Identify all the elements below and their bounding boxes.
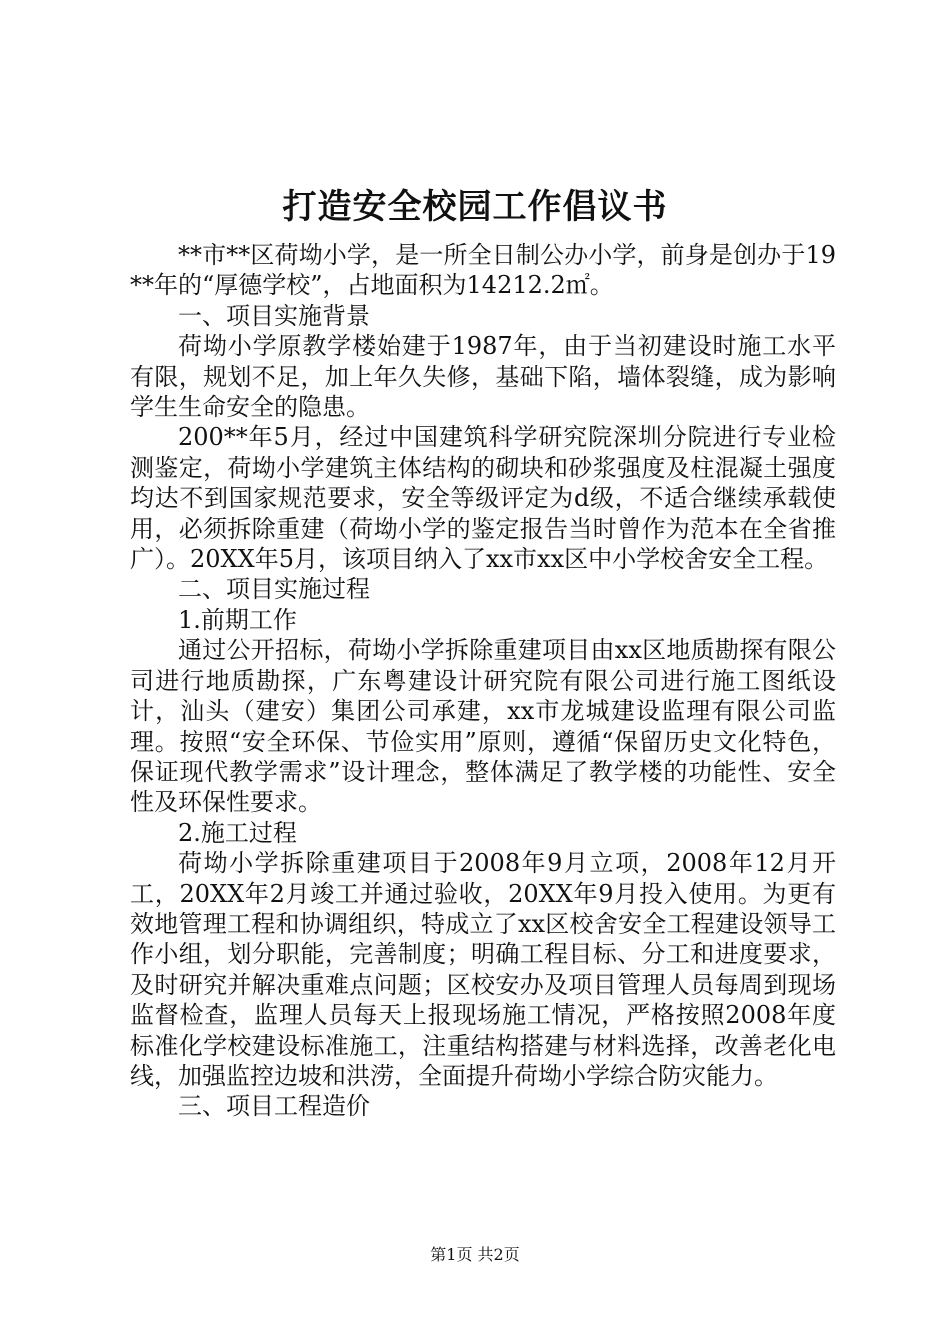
document-title: 打造安全校园工作倡议书 (282, 187, 668, 227)
preliminary-work-paragraph: 通过公开招标，荷坳小学拆除重建项目由xx区地质勘探有限公司进行地质勘探，广东粤建设计研究院有限公司进行施工图纸设计，汕头（建安）集团公司承建，xx市龙城建设监理有限公司监理。按照“安全环保、节俭实用”原则，遵循“保留历史文化特色，保证现代教学需求”设计理念，整体满足了教学楼的功能性、安全性及环保性要求。 (130, 636, 836, 817)
subheading-preliminary-work: 1.前期工作 (178, 605, 297, 634)
section-heading-background: 一、项目实施背景 (178, 301, 370, 330)
subheading-construction-process: 2.施工过程 (178, 818, 297, 847)
page-footer: 第1页 共2页 (430, 1245, 520, 1264)
section-heading-process: 二、项目实施过程 (178, 575, 370, 604)
document-body (130, 240, 836, 1122)
intro-paragraph: **市**区荷坳小学，是一所全日制公办小学，前身是创办于19**年的“厚德学校”，占地面积为14212.2㎡。 (130, 241, 836, 300)
section-heading-cost: 三、项目工程造价 (178, 1092, 370, 1121)
background-paragraph-1: 荷坳小学原教学楼始建于1987年，由于当初建设时施工水平有限，规划不足，加上年久失修，基础下陷，墙体裂缝，成为影响学生生命安全的隐患。 (130, 332, 836, 422)
background-paragraph-2: 200**年5月，经过中国建筑科学研究院深圳分院进行专业检测鉴定，荷坳小学建筑主体结构的砌块和砂浆强度及柱混凝土强度均达不到国家规范要求，安全等级评定为d级，不适合继续承载使用，必须拆除重建（荷坳小学的鉴定报告当时曾作为范本在全省推广）。20XX年5月，该项目纳入了xx市xx区中小学校舍安全工程。 (130, 423, 836, 574)
construction-process-paragraph: 荷坳小学拆除重建项目于2008年9月立项，2008年12月开工，20XX年2月竣工并通过验收，20XX年9月投入使用。为更有效地管理工程和协调组织，特成立了xx区校舍安全工程建设领导工作小组，划分职能，完善制度；明确工程目标、分工和进度要求，及时研究并解决重难点问题；区校安办及项目管理人员每周到现场监督检查，监理人员每天上报现场施工情况，严格按照2008年度标准化学校建设标准施工，注重结构搭建与材料选择，改善老化电线，加强监控边坡和洪涝，全面提升荷坳小学综合防灾能力。 (130, 849, 836, 1090)
